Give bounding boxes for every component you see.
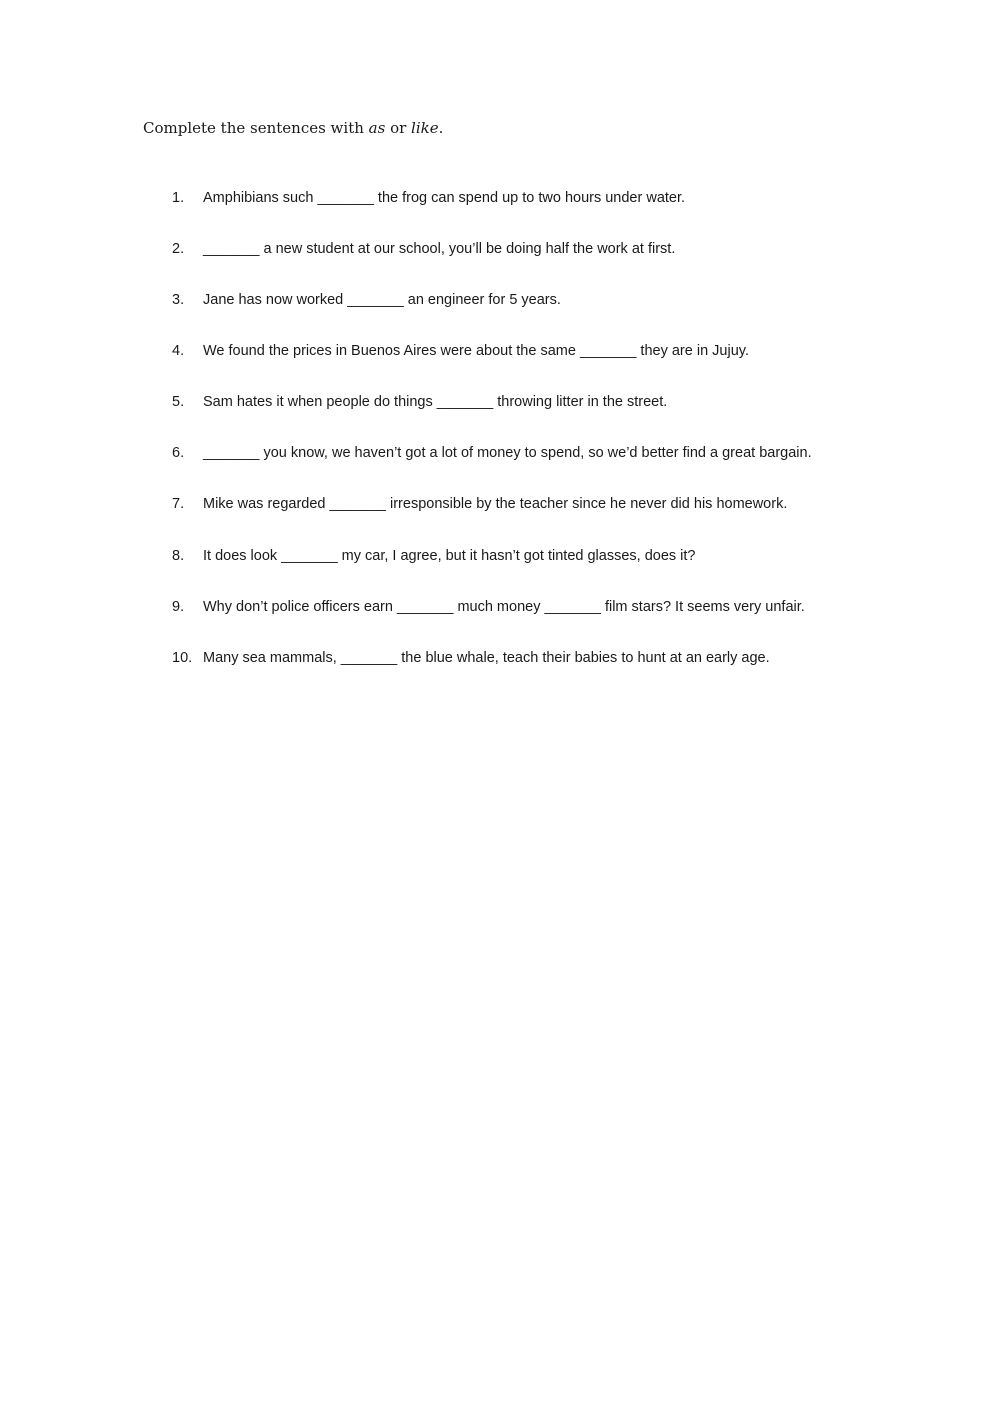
instruction-word-as: as — [368, 119, 386, 137]
sentence-text: Mike was regarded _______ irresponsible by the teacher since he never did his homework. — [203, 496, 788, 512]
sentence-number: 10. — [172, 650, 193, 666]
sentence-number: 7. — [172, 496, 185, 512]
sentence-number: 8. — [172, 548, 185, 564]
sentence-item — [0, 239, 1000, 259]
sentence-number: 5. — [172, 394, 185, 410]
sentence-item — [0, 494, 1000, 514]
sentence-item — [0, 392, 1000, 412]
sentence-text: Jane has now worked _______ an engineer for 5 years. — [203, 292, 561, 308]
sentence-item — [0, 188, 1000, 208]
sentence-text: We found the prices in Buenos Aires were about the same _______ they are in Jujuy. — [203, 343, 749, 359]
sentence-text: _______ you know, we haven’t got a lot of money to spend, so we’d better find a great bargain. — [203, 445, 812, 461]
sentence-item — [0, 341, 1000, 361]
instruction-middle: or — [385, 119, 412, 137]
sentence-text: Many sea mammals, _______ the blue whale, teach their babies to hunt at an early age. — [203, 650, 770, 666]
instruction-suffix: . — [438, 119, 444, 137]
sentence-number: 3. — [172, 292, 185, 308]
sentence-item — [0, 290, 1000, 310]
sentence-item — [0, 546, 1000, 566]
sentence-number: 1. — [172, 190, 185, 206]
instruction-prefix: Complete the sentences with — [143, 119, 369, 137]
sentence-item — [0, 597, 1000, 617]
sentence-text: Sam hates it when people do things _______ throwing litter in the street. — [203, 394, 668, 410]
instruction-word-like: like — [411, 119, 439, 137]
sentence-text: _______ a new student at our school, you’ll be doing half the work at first. — [203, 241, 676, 257]
sentence-number: 4. — [172, 343, 185, 359]
sentence-text: Amphibians such _______ the frog can spend up to two hours under water. — [203, 190, 686, 206]
sentence-number: 9. — [172, 599, 185, 615]
sentence-text: Why don’t police officers earn _______ much money _______ film stars? It seems very unfair. — [203, 599, 805, 615]
sentence-item — [0, 648, 1000, 668]
sentence-number: 2. — [172, 241, 185, 257]
sentence-number: 6. — [172, 445, 185, 461]
sentence-text: It does look _______ my car, I agree, but it hasn’t got tinted glasses, does it? — [203, 548, 696, 564]
sentence-item — [0, 443, 1000, 463]
